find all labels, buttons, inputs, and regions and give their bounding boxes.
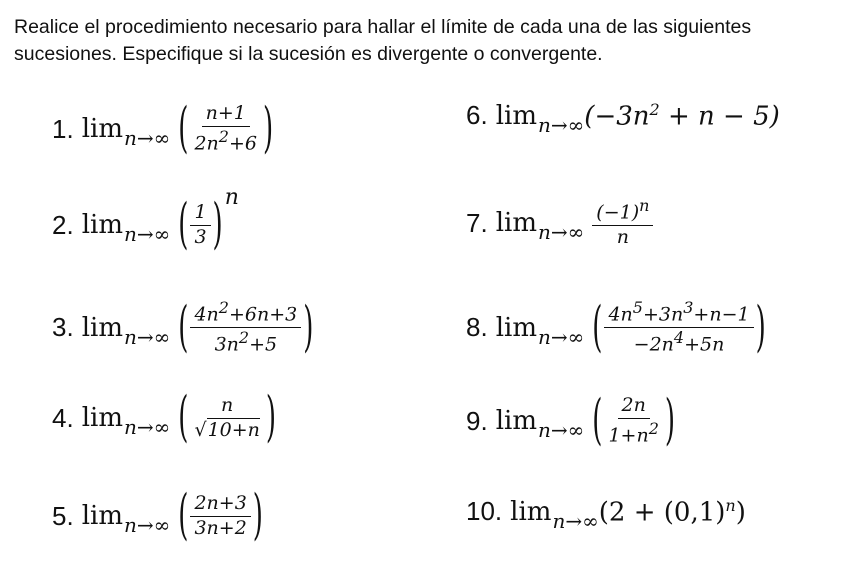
denominator-rest: +6: [228, 132, 257, 155]
right-paren: ): [755, 296, 766, 360]
problem-4: [52, 386, 277, 450]
denominator-part-a: −2n: [633, 333, 674, 356]
limit-operator: [495, 100, 585, 137]
parenthesized-fraction: [178, 484, 263, 548]
lim-subscript: n→∞: [123, 222, 171, 247]
numerator-part-c: +n−1: [693, 303, 750, 326]
expression-part-b: + n − 5): [659, 101, 780, 132]
fraction: [190, 300, 301, 356]
denominator: 3n+2: [194, 516, 247, 539]
right-paren: ): [265, 386, 277, 450]
numerator: 2n: [618, 396, 650, 419]
expression: [599, 496, 746, 528]
fraction: [190, 396, 263, 441]
denominator: [604, 419, 662, 446]
expression-part-a: (−3n: [584, 101, 650, 132]
instructions-line-2: sucesiones. Especifique si la sucesión es divergente o convergente.: [14, 43, 603, 65]
left-paren: (: [592, 389, 603, 453]
numerator-exponent-1: 5: [632, 298, 643, 317]
problem-number: 10.: [466, 496, 503, 527]
problem-number: 4.: [52, 402, 74, 433]
radical-sign: √: [194, 418, 207, 441]
instructions: [14, 14, 849, 68]
limit-operator: [81, 312, 171, 349]
fraction: [604, 396, 662, 446]
parenthesized-fraction: [178, 193, 223, 257]
left-paren: (: [178, 484, 189, 548]
numerator-exponent: n: [639, 196, 650, 215]
fraction: [592, 198, 653, 248]
denominator: [190, 127, 261, 154]
denominator-exponent: 4: [673, 328, 685, 348]
left-paren: (: [178, 386, 189, 450]
problem-number: 5.: [52, 500, 74, 531]
denominator: [190, 419, 263, 441]
limit-operator: [81, 501, 171, 538]
problem-number: 7.: [466, 207, 488, 238]
numerator: 1: [190, 203, 210, 226]
denominator-part-b: +5n: [684, 333, 725, 356]
problem-10: [466, 496, 746, 533]
denominator: n: [616, 226, 629, 249]
lim-text: lim: [510, 496, 552, 527]
limit-operator: [495, 406, 585, 443]
expression-part-b: ): [735, 497, 746, 528]
expression: [584, 100, 779, 132]
expression-part-a: (2 + (0,1): [598, 497, 726, 528]
problem-6: [466, 100, 780, 137]
numerator: 2n+3: [190, 494, 250, 517]
parenthesized-fraction: [178, 296, 314, 360]
lim-text: lim: [81, 312, 123, 343]
problem-number: 3.: [52, 312, 74, 343]
fraction: [604, 300, 753, 356]
instructions-line-1: Realice el procedimiento necesario para hallar el límite de cada una de las siguientes: [14, 16, 752, 38]
parenthesized-fraction: [178, 97, 274, 161]
lim-text: lim: [81, 210, 123, 241]
numerator-exponent: 2: [218, 298, 229, 317]
lim-text: lim: [495, 100, 537, 131]
denominator-rest: +5: [249, 333, 278, 356]
expression-exponent: n: [725, 496, 736, 515]
lim-subscript: n→∞: [537, 324, 585, 349]
numerator-base: (−1): [596, 201, 640, 224]
limit-operator: [495, 312, 585, 349]
numerator-base: 4n: [194, 303, 219, 326]
problem-5: [52, 484, 263, 548]
lim-text: lim: [495, 406, 537, 437]
problem-3: [52, 296, 314, 360]
denominator: [211, 328, 282, 355]
numerator: n: [217, 396, 237, 419]
left-paren: (: [178, 193, 189, 257]
problem-1: [52, 97, 274, 161]
left-paren: (: [178, 296, 189, 360]
left-paren: (: [178, 97, 189, 161]
denominator-base: 1+n: [608, 424, 649, 447]
lim-subscript: n→∞: [123, 513, 171, 538]
limit-operator: [81, 210, 171, 247]
problem-7: [466, 198, 655, 248]
problem-number: 1.: [52, 113, 74, 144]
numerator-exponent-2: 3: [683, 298, 694, 317]
fraction: [190, 203, 210, 248]
outer-exponent: n: [224, 184, 239, 210]
limit-operator: [81, 403, 171, 440]
limit-operator: [495, 208, 585, 245]
lim-subscript: n→∞: [123, 324, 171, 349]
right-paren: ): [664, 389, 676, 453]
limit-operator: [510, 496, 599, 533]
parenthesized-fraction: [592, 296, 766, 360]
lim-subscript: n→∞: [123, 126, 171, 151]
expression-exponent: 2: [649, 100, 660, 119]
numerator: [592, 198, 653, 226]
lim-subscript: n→∞: [537, 418, 585, 443]
right-paren: ): [252, 484, 263, 548]
left-paren: (: [592, 296, 603, 360]
numerator-part-b: +3n: [642, 303, 684, 326]
numerator: [190, 300, 301, 328]
lim-subscript: n→∞: [537, 220, 585, 245]
denominator-exponent: 2: [238, 328, 250, 348]
limit-operator: [81, 114, 171, 151]
radicand: 10+n: [207, 418, 260, 441]
right-paren: ): [212, 193, 223, 257]
right-paren: ): [262, 97, 274, 161]
numerator-rest: +6n+3: [228, 303, 298, 326]
right-paren: ): [303, 296, 314, 360]
problem-number: 8.: [466, 312, 488, 343]
fraction: [190, 104, 261, 154]
denominator-exponent: 2: [648, 418, 659, 438]
problem-9: [466, 389, 676, 453]
lim-text: lim: [81, 114, 123, 145]
lim-text: lim: [495, 312, 537, 343]
lim-text: lim: [81, 403, 123, 434]
parenthesized-fraction: [592, 389, 676, 453]
denominator: 3: [194, 225, 207, 248]
lim-subscript: n→∞: [552, 508, 599, 533]
lim-text: lim: [495, 208, 537, 239]
fraction: [190, 494, 250, 539]
lim-subscript: n→∞: [123, 415, 171, 440]
denominator-base: 3n: [214, 333, 239, 356]
parenthesized-fraction: [178, 386, 277, 450]
numerator: n+1: [202, 104, 250, 127]
problem-2: [52, 184, 239, 257]
problem-number: 9.: [466, 405, 488, 436]
problem-number: 6.: [466, 100, 488, 131]
problem-8: [466, 296, 766, 360]
denominator: [630, 328, 729, 355]
numerator-part-a: 4n: [608, 303, 633, 326]
denominator-base: 2n: [194, 132, 219, 155]
problem-number: 2.: [52, 209, 74, 240]
denominator-exponent: 2: [218, 126, 229, 146]
lim-text: lim: [81, 501, 123, 532]
lim-subscript: n→∞: [537, 112, 585, 137]
numerator: [604, 300, 753, 328]
